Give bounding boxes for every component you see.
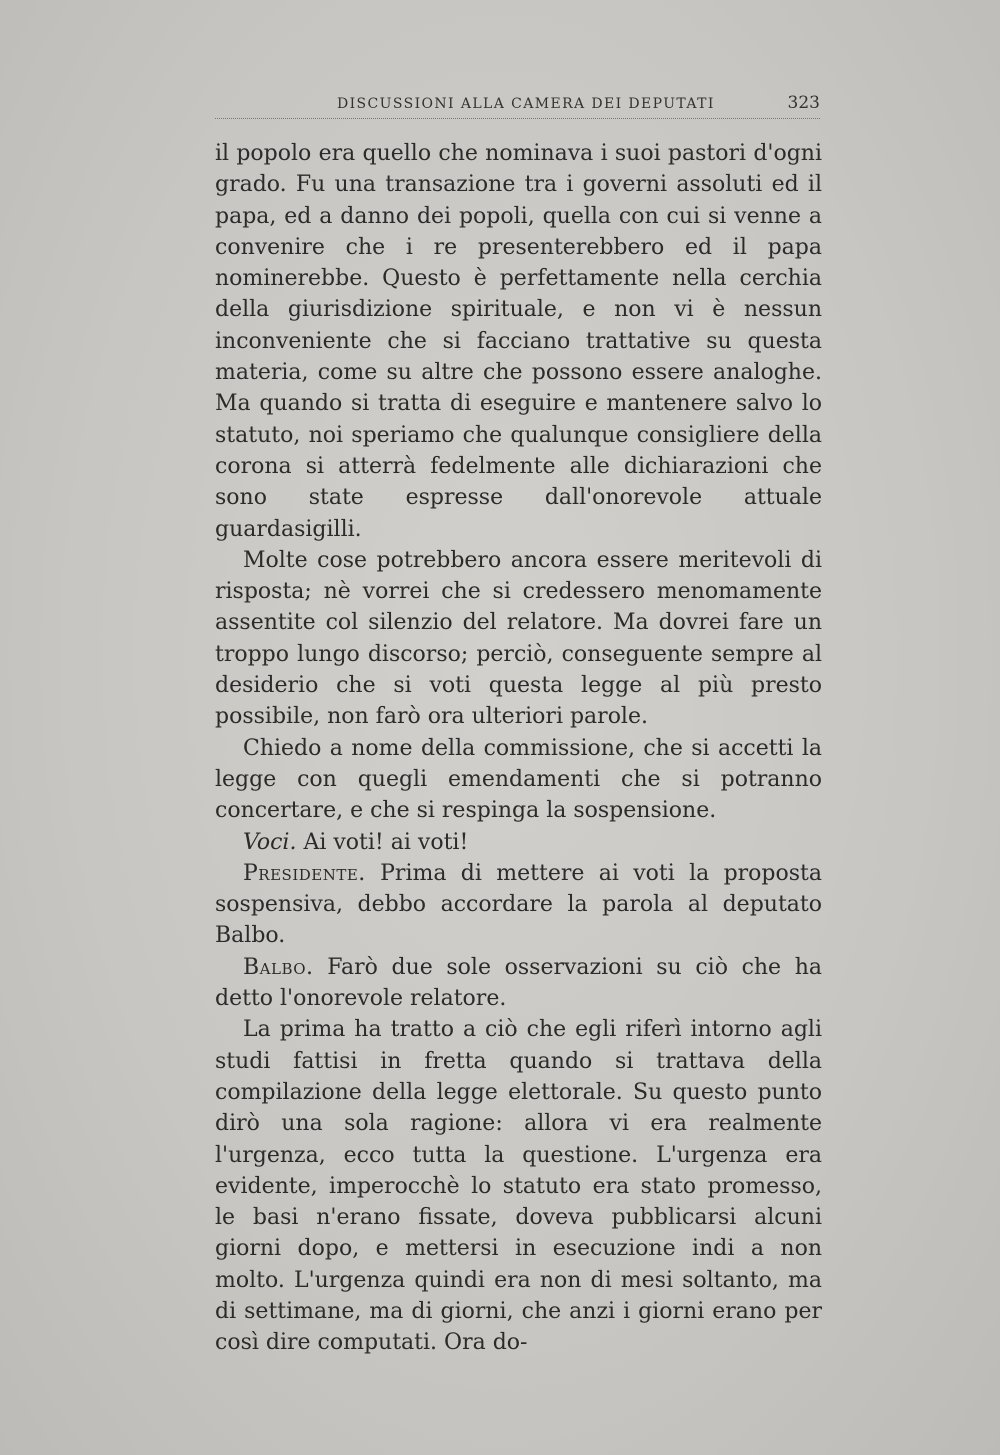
speaker-label: Voci. bbox=[243, 829, 297, 855]
paragraph-text: il popolo era quello che nominava i suoi pastori d'ogni grado. Fu una transazione tra i governi assoluti ed il papa, ed a danno dei popoli, quella con cui si venne a convenire che i re presenterebbero ed il papa nominerebbe. Questo è perfettamente nella cerchia della giurisdizione spirituale, e non vi è nessun inconveniente che si facciano trattative su questa materia, come su altre che possono essere analoghe. Ma quando si tratta di eseguire e mantenere salvo lo statuto, noi speriamo che qualunque consigliere della corona si atterrà fedelmente alle dichiarazioni che sono state espresse dall'onorevole attuale guardasigilli. bbox=[215, 141, 822, 542]
speaker-label: Presidente. bbox=[243, 860, 366, 886]
body-text bbox=[215, 138, 822, 1359]
paragraph-text: Chiedo a nome della commissione, che si accetti la legge con quegli emendamenti che si potranno concertare, e che si respinga la sospensione. bbox=[215, 735, 822, 824]
page-header bbox=[215, 92, 820, 119]
paragraph-voci bbox=[215, 827, 822, 858]
paragraph-continuation bbox=[215, 138, 822, 545]
running-title: DISCUSSIONI ALLA CAMERA DEI DEPUTATI bbox=[337, 96, 715, 112]
paragraph bbox=[215, 733, 822, 827]
paragraph-presidente bbox=[215, 858, 822, 952]
speaker-label: Balbo. bbox=[243, 954, 314, 980]
paragraph bbox=[215, 1014, 822, 1358]
paragraph bbox=[215, 545, 822, 733]
paragraph-text: Farò due sole osservazioni su ciò che ha detto l'onorevole relatore. bbox=[215, 954, 822, 1012]
paragraph-text: Ai voti! ai voti! bbox=[296, 829, 469, 855]
page-number: 323 bbox=[787, 93, 820, 113]
paragraph-text: Prima di mettere ai voti la proposta sospensiva, debbo accordare la parola al deputato Balbo. bbox=[215, 860, 822, 949]
paragraph-text: La prima ha tratto a ciò che egli riferì intorno agli studi fattisi in fretta quando si trattava della compilazione della legge elettorale. Su questo punto dirò una sola ragione: allora vi era realmente l'urgenza, ecco tutta la questione. L'urgenza era evidente, imperocchè lo statuto era stato promesso, le basi n'erano fissate, doveva pubblicarsi alcuni giorni dopo, e mettersi in esecuzione indi a non molto. L'urgenza quindi era non di mesi soltanto, ma di settimane, ma di giorni, che anzi i giorni erano per così dire computati. Ora do- bbox=[215, 1017, 822, 1356]
paragraph-balbo bbox=[215, 952, 822, 1015]
paragraph-text: Molte cose potrebbero ancora essere meritevoli di risposta; nè vorrei che si credessero menomamente assentite col silenzio del relatore. Ma dovrei fare un troppo lungo discorso; perciò, conseguente sempre al desiderio che si voti questa legge al più presto possibile, non farò ora ulteriori parole. bbox=[215, 547, 822, 730]
